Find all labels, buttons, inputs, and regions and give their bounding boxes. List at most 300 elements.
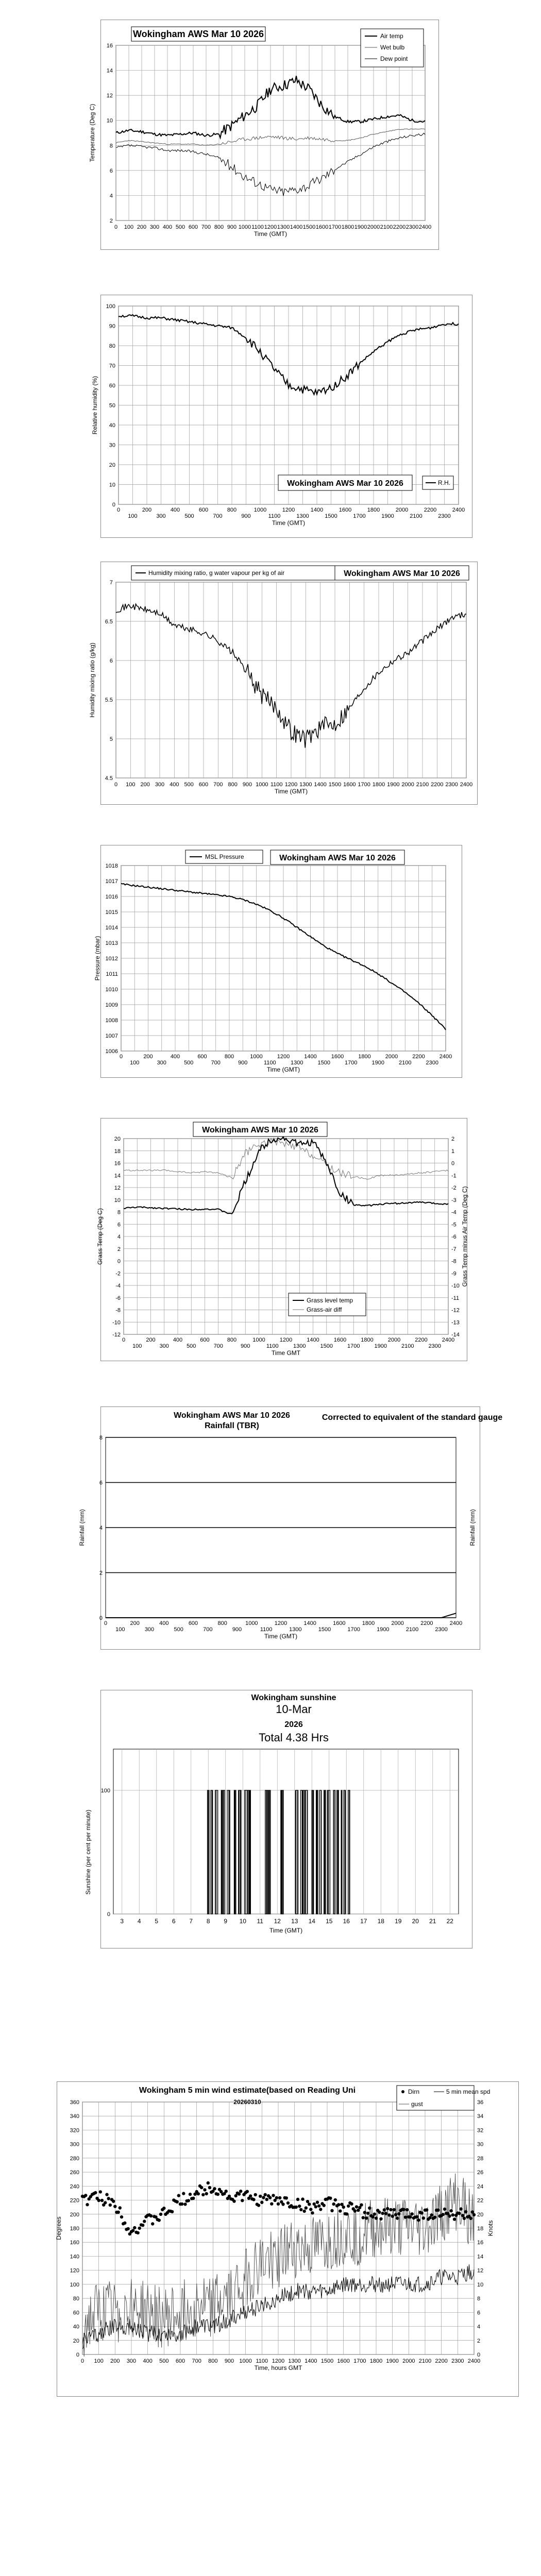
y2-tick-label: -14 — [451, 1332, 460, 1338]
direction-point — [112, 2200, 115, 2203]
x-tick-label: 2100 — [399, 1060, 412, 1066]
y-tick-label: 100 — [70, 2281, 79, 2288]
x-tick-label: 800 — [227, 1337, 237, 1343]
chart-title: Wokingham AWS Mar 10 2026 — [287, 479, 403, 488]
x-tick-label: 2300 — [426, 1060, 438, 1066]
x-tick-label: 700 — [213, 782, 223, 788]
y-tick-label: 1009 — [105, 1002, 118, 1008]
direction-point — [117, 2211, 120, 2214]
y-tick-label: 100 — [106, 303, 115, 310]
direction-point — [127, 2227, 130, 2230]
x-tick-label: 0 — [122, 1337, 126, 1343]
y-tick-label: 14 — [106, 67, 113, 74]
direction-point — [182, 2192, 185, 2195]
y-axis-label: Relative humidity (%) — [91, 376, 98, 435]
x-tick-label: 2200 — [415, 1337, 428, 1343]
legend-label: Dirn — [408, 2088, 420, 2095]
x-tick-label: 2200 — [435, 2358, 448, 2364]
direction-point — [353, 2209, 357, 2212]
legend-label: 5 min mean spd — [446, 2088, 491, 2095]
x-tick-label: 400 — [159, 1620, 169, 1626]
direction-point — [265, 2198, 268, 2201]
x-tick-label: 1500 — [317, 1060, 330, 1066]
y-tick-label: 5 — [109, 736, 113, 742]
mixing-ratio-chart — [0, 562, 541, 804]
x-tick-label: 500 — [184, 1060, 194, 1066]
y-axis-label: Pressure (mbar) — [94, 936, 101, 981]
direction-point — [417, 2218, 420, 2222]
direction-point — [411, 2212, 414, 2215]
y2-tick-label: 10 — [477, 2281, 484, 2288]
y2-tick-label: -12 — [451, 1307, 460, 1314]
x-tick-label: 1900 — [371, 1060, 384, 1066]
direction-point — [275, 2196, 278, 2199]
direction-point — [329, 2197, 332, 2200]
direction-point — [305, 2206, 308, 2209]
y-tick-label: -10 — [112, 1319, 121, 1326]
y-tick-label: 60 — [109, 383, 115, 389]
x-tick-label: 1900 — [377, 1626, 390, 1633]
x-tick-label: 200 — [142, 507, 152, 513]
y2-tick-label: -11 — [451, 1295, 460, 1301]
direction-point — [436, 2209, 439, 2212]
y-tick-label: 300 — [70, 2141, 79, 2148]
x-tick-label: 2000 — [395, 507, 409, 513]
direction-point — [189, 2193, 192, 2196]
x-tick-label: 2200 — [424, 507, 437, 513]
y2-tick-label: 26 — [477, 2170, 484, 2176]
y-tick-label: 0 — [76, 2352, 79, 2358]
direction-point — [451, 2213, 454, 2216]
x-tick-label: 2300 — [428, 1343, 441, 1349]
sunshine-chart-panel — [0, 1690, 541, 1947]
x-tick-label: 1100 — [266, 1343, 279, 1349]
y2-tick-label: -3 — [451, 1197, 457, 1204]
y-tick-label: 1007 — [105, 1033, 118, 1039]
sunshine-chart — [0, 1690, 541, 1947]
legend-label: gust — [411, 2100, 423, 2108]
direction-point — [409, 2215, 412, 2218]
y2-tick-label: 2 — [477, 2337, 481, 2344]
y-tick-label: 6 — [99, 1480, 103, 1486]
x-tick-label: 1100 — [256, 2358, 268, 2364]
legend-label: R.H. — [438, 479, 450, 486]
chart-title: Wokingham AWS Mar 10 2026 — [132, 29, 264, 39]
rainfall-chart — [0, 1406, 541, 1649]
x-tick-label: 2000 — [385, 1054, 398, 1060]
direction-point — [187, 2199, 190, 2202]
direction-point — [105, 2193, 108, 2196]
y2-tick-label: 1 — [451, 1148, 455, 1155]
x-tick-label: 2100 — [401, 1343, 414, 1349]
y2-tick-label: 6 — [477, 2310, 481, 2316]
x-tick-label: 1100 — [251, 224, 264, 230]
x-tick-label: 600 — [197, 1054, 207, 1060]
x-tick-label: 700 — [192, 2358, 201, 2364]
x-tick-label: 100 — [94, 2358, 104, 2364]
x-tick-label: 600 — [198, 507, 209, 513]
direction-point — [340, 2203, 343, 2206]
direction-point — [428, 2216, 431, 2219]
direction-point — [373, 2212, 376, 2215]
chart-subtitle: 20260310 — [233, 2098, 261, 2106]
x-axis-label: Time GMT — [271, 1349, 301, 1357]
direction-point — [99, 2190, 102, 2193]
direction-point — [323, 2204, 326, 2207]
y-tick-label: 240 — [70, 2183, 79, 2190]
direction-point — [347, 2205, 350, 2208]
temperature-chart-panel — [0, 20, 541, 249]
x-tick-label: 1000 — [239, 2358, 252, 2364]
direction-point — [433, 2216, 436, 2219]
x-tick-label: 800 — [217, 1620, 227, 1626]
direction-point — [422, 2216, 425, 2219]
x-tick-label: 2100 — [410, 513, 422, 519]
direction-point — [387, 2213, 391, 2216]
x-tick-label: 0 — [80, 2358, 84, 2364]
x-tick-label: 1600 — [315, 224, 329, 230]
x-tick-label: 1000 — [253, 507, 267, 513]
direction-point — [460, 2207, 463, 2210]
x-tick-label: 1600 — [331, 1054, 344, 1060]
x-axis-label: Time (GMT) — [266, 1066, 300, 1073]
x-tick-label: 2300 — [438, 513, 451, 519]
direction-point — [100, 2199, 104, 2202]
wind-chart — [0, 2081, 541, 2396]
y-tick-label: 10 — [106, 117, 113, 124]
direction-point — [119, 2206, 122, 2209]
direction-point — [311, 2211, 314, 2214]
direction-point — [131, 2229, 134, 2232]
direction-point — [113, 2205, 116, 2208]
x-tick-label: 2200 — [431, 782, 444, 788]
humidity-chart-panel — [0, 295, 541, 537]
y-tick-label: 0 — [107, 1911, 110, 1918]
x-tick-label: 1300 — [299, 782, 312, 788]
x-tick-label: 1700 — [347, 1626, 360, 1633]
direction-point — [285, 2196, 288, 2199]
direction-point — [158, 2218, 161, 2222]
y-tick-label: 0 — [117, 1258, 121, 1265]
y2-tick-label: 36 — [477, 2099, 484, 2106]
plot-area — [113, 1749, 459, 1914]
direction-point — [339, 2209, 342, 2212]
direction-point — [397, 2212, 400, 2215]
x-tick-label: 1300 — [296, 513, 309, 519]
x-tick-label: 2200 — [412, 1054, 425, 1060]
direction-point — [345, 2212, 348, 2215]
x-tick-label: 2000 — [401, 782, 414, 788]
x-tick-label: 1800 — [372, 782, 385, 788]
x-tick-label: 700 — [213, 1343, 223, 1349]
x-tick-label: 700 — [201, 224, 211, 230]
y-tick-label: -6 — [115, 1295, 121, 1301]
y-tick-label: 12 — [106, 93, 113, 99]
x-tick-label: 2400 — [449, 1620, 463, 1626]
x-tick-label: 300 — [159, 1343, 169, 1349]
x-tick-label: 700 — [203, 1626, 213, 1633]
x-tick-label: 1600 — [333, 1337, 347, 1343]
x-tick-label: 1900 — [374, 1343, 387, 1349]
x-tick-label: 1500 — [328, 782, 342, 788]
direction-point — [286, 2201, 290, 2205]
x-tick-label: 1700 — [328, 224, 342, 230]
direction-point — [386, 2207, 389, 2210]
y-tick-label: 1016 — [105, 894, 118, 900]
y2-tick-label: -9 — [451, 1270, 457, 1277]
x-tick-label: 1700 — [358, 782, 370, 788]
x-tick-label: 1000 — [238, 224, 251, 230]
chart-title: Wokingham AWS Mar 10 2026 — [202, 1126, 318, 1134]
direction-point — [201, 2193, 205, 2196]
direction-point — [277, 2202, 280, 2206]
direction-point — [260, 2201, 263, 2204]
y-tick-label: 50 — [109, 402, 115, 409]
y-tick-label: 60 — [73, 2310, 79, 2316]
y-axis-label: Temperature (Deg C) — [89, 104, 96, 162]
x-tick-label: 1900 — [386, 2358, 399, 2364]
direction-point — [213, 2187, 216, 2190]
x-tick-label: 1800 — [361, 1337, 374, 1343]
x-tick-label: 1400 — [307, 1337, 319, 1343]
legend-label: Grass level temp — [307, 1297, 353, 1304]
y2-tick-label: 32 — [477, 2127, 484, 2134]
y-tick-label: 8 — [99, 1435, 103, 1441]
y2-tick-label: 0 — [451, 1160, 455, 1167]
y-tick-label: -8 — [115, 1307, 121, 1314]
y-tick-label: 1008 — [105, 1018, 118, 1024]
direction-point — [404, 2215, 407, 2218]
direction-point — [149, 2214, 153, 2217]
direction-point — [232, 2199, 235, 2202]
y2-tick-label: 24 — [477, 2183, 484, 2190]
x-tick-label: 1200 — [277, 1054, 290, 1060]
direction-point — [238, 2192, 241, 2195]
y2-axis-label: Grass Temp minus Air Temp (Deg C) — [461, 1186, 468, 1287]
direction-point — [239, 2190, 242, 2193]
x-tick-label: 1600 — [343, 782, 356, 788]
x-tick-label: 1000 — [256, 782, 268, 788]
y2-tick-label: -5 — [451, 1222, 457, 1228]
x-tick-label: 1700 — [353, 513, 366, 519]
x-tick-label: 900 — [241, 513, 251, 519]
x-tick-label: 600 — [198, 782, 209, 788]
direction-point — [259, 2195, 262, 2198]
direction-point — [264, 2193, 267, 2196]
x-tick-label: 800 — [224, 1054, 234, 1060]
y-tick-label: 4 — [117, 1234, 121, 1240]
direction-point — [254, 2193, 257, 2196]
direction-point — [200, 2186, 203, 2189]
y-tick-label: 12 — [114, 1185, 121, 1191]
y-tick-label: 160 — [70, 2240, 79, 2246]
x-tick-label: 800 — [228, 782, 238, 788]
x-tick-label: 2100 — [416, 782, 429, 788]
y-tick-label: 2 — [109, 218, 113, 224]
chart-title: Wokingham sunshine — [251, 1693, 336, 1702]
x-tick-label: 13 — [291, 1918, 298, 1925]
x-tick-label: 100 — [132, 1343, 142, 1349]
x-tick-label: 1000 — [252, 1337, 265, 1343]
y-tick-label: 1013 — [105, 940, 118, 946]
y-tick-label: 1012 — [105, 956, 118, 962]
x-tick-label: 1200 — [264, 224, 277, 230]
direction-point — [448, 2214, 451, 2217]
x-tick-label: 11 — [257, 1918, 263, 1925]
x-tick-label: 600 — [188, 224, 198, 230]
x-tick-label: 200 — [143, 1054, 153, 1060]
x-tick-label: 500 — [159, 2358, 169, 2364]
direction-point — [180, 2202, 183, 2206]
y-tick-label: 14 — [114, 1173, 121, 1179]
direction-point — [192, 2197, 195, 2200]
x-tick-label: 1800 — [369, 2358, 383, 2364]
y-tick-label: 8 — [109, 143, 113, 149]
direction-point — [362, 2216, 365, 2219]
direction-point — [143, 2219, 146, 2223]
x-tick-label: 800 — [208, 2358, 218, 2364]
y-tick-label: 70 — [109, 363, 115, 369]
y-tick-label: 80 — [73, 2296, 79, 2302]
x-tick-label: 0 — [116, 507, 121, 513]
direction-point — [389, 2208, 392, 2211]
direction-point — [420, 2211, 424, 2214]
y-tick-label: 2 — [117, 1246, 121, 1252]
y-tick-label: 1011 — [106, 971, 118, 977]
x-axis-label: Time, hours GMT — [254, 2364, 302, 2371]
grass-temp-chart — [0, 1118, 541, 1360]
y-tick-label: 280 — [70, 2155, 79, 2162]
y-tick-label: 0 — [112, 502, 115, 508]
x-tick-label: 12 — [274, 1918, 281, 1925]
x-tick-label: 400 — [170, 782, 179, 788]
x-tick-label: 300 — [144, 1626, 155, 1633]
y-tick-label: 6 — [117, 1222, 121, 1228]
direction-point — [378, 2211, 381, 2214]
y-tick-label: -12 — [112, 1332, 121, 1338]
direction-point — [425, 2208, 428, 2211]
y2-tick-label: -1 — [451, 1173, 457, 1179]
direction-point — [379, 2217, 382, 2221]
x-tick-label: 1500 — [302, 224, 316, 230]
direction-point — [138, 2227, 141, 2230]
x-tick-label: 100 — [130, 1060, 140, 1066]
x-tick-label: 0 — [104, 1620, 108, 1626]
x-tick-label: 1400 — [290, 224, 303, 230]
x-tick-label: 500 — [175, 224, 185, 230]
chart-subtitle: Rainfall (TBR) — [205, 1421, 259, 1430]
x-tick-label: 700 — [213, 513, 223, 519]
x-tick-label: 2000 — [402, 2358, 415, 2364]
direction-point — [463, 2217, 466, 2220]
x-axis-label: Time (GMT) — [264, 1633, 298, 1640]
x-tick-label: 900 — [242, 782, 252, 788]
x-tick-label: 1500 — [325, 513, 337, 519]
x-tick-label: 18 — [377, 1918, 384, 1925]
y-tick-label: 1018 — [105, 863, 118, 869]
y2-tick-label: 34 — [477, 2113, 484, 2120]
direction-point — [308, 2202, 311, 2206]
legend-label: MSL Pressure — [205, 853, 244, 860]
x-tick-label: 1100 — [260, 1626, 273, 1633]
direction-point — [368, 2207, 371, 2210]
direction-point — [461, 2214, 464, 2217]
x-axis-label: Time (GMT) — [253, 230, 288, 238]
x-tick-label: 2400 — [467, 2358, 481, 2364]
direction-point — [464, 2210, 467, 2213]
legend-label: Air temp — [380, 32, 403, 40]
x-tick-label: 1600 — [333, 1620, 346, 1626]
legend-swatch — [401, 2090, 404, 2093]
x-tick-label: 600 — [188, 1620, 198, 1626]
x-tick-label: 1200 — [272, 2358, 285, 2364]
x-tick-label: 1200 — [284, 782, 298, 788]
y2-tick-label: -4 — [451, 1209, 457, 1216]
direction-point — [334, 2198, 337, 2201]
direction-point — [458, 2212, 461, 2215]
x-tick-label: 1500 — [320, 2358, 334, 2364]
y2-tick-label: 30 — [477, 2141, 484, 2148]
y-tick-label: 6 — [109, 167, 113, 174]
x-tick-label: 200 — [130, 1620, 140, 1626]
direction-point — [472, 2213, 476, 2216]
direction-point — [453, 2217, 456, 2221]
x-tick-label: 800 — [214, 224, 224, 230]
y-tick-label: 180 — [70, 2226, 79, 2232]
y2-tick-label: 2 — [451, 1136, 455, 1142]
y-tick-label: 340 — [70, 2113, 79, 2120]
pressure-chart — [0, 845, 541, 1077]
direction-point — [303, 2210, 306, 2213]
y-tick-label: 6.5 — [105, 619, 113, 625]
direction-point — [319, 2208, 322, 2211]
x-tick-label: 5 — [155, 1918, 159, 1925]
direction-point — [268, 2196, 272, 2199]
y2-tick-label: 12 — [477, 2267, 484, 2274]
direction-point — [332, 2202, 335, 2206]
direction-point — [104, 2201, 107, 2204]
y-tick-label: -2 — [115, 1270, 121, 1277]
humidity-chart — [0, 295, 541, 537]
x-tick-label: 1100 — [263, 1060, 276, 1066]
direction-point — [299, 2208, 302, 2211]
y-tick-label: 16 — [106, 43, 113, 49]
direction-point — [405, 2208, 409, 2211]
x-tick-label: 1700 — [345, 1060, 358, 1066]
x-tick-label: 2300 — [405, 224, 419, 230]
direction-point — [471, 2210, 474, 2213]
x-tick-label: 400 — [170, 507, 180, 513]
x-tick-label: 1900 — [381, 513, 394, 519]
x-tick-label: 1700 — [347, 1343, 360, 1349]
x-tick-label: 800 — [227, 507, 237, 513]
direction-point — [295, 2206, 298, 2209]
legend-label: Grass-air diff — [307, 1306, 342, 1313]
direction-point — [365, 2216, 368, 2219]
x-tick-label: 900 — [224, 2358, 234, 2364]
direction-point — [394, 2213, 397, 2216]
direction-point — [342, 2206, 345, 2209]
y-tick-label: 1014 — [105, 925, 118, 931]
direction-point — [162, 2207, 165, 2210]
direction-point — [208, 2186, 211, 2189]
direction-point — [375, 2216, 378, 2219]
y-axis-label: Rainfall (mm) — [78, 1509, 86, 1546]
x-tick-label: 1200 — [274, 1620, 288, 1626]
x-tick-label: 6 — [172, 1918, 176, 1925]
x-tick-label: 1300 — [293, 1343, 306, 1349]
direction-point — [137, 2231, 140, 2234]
